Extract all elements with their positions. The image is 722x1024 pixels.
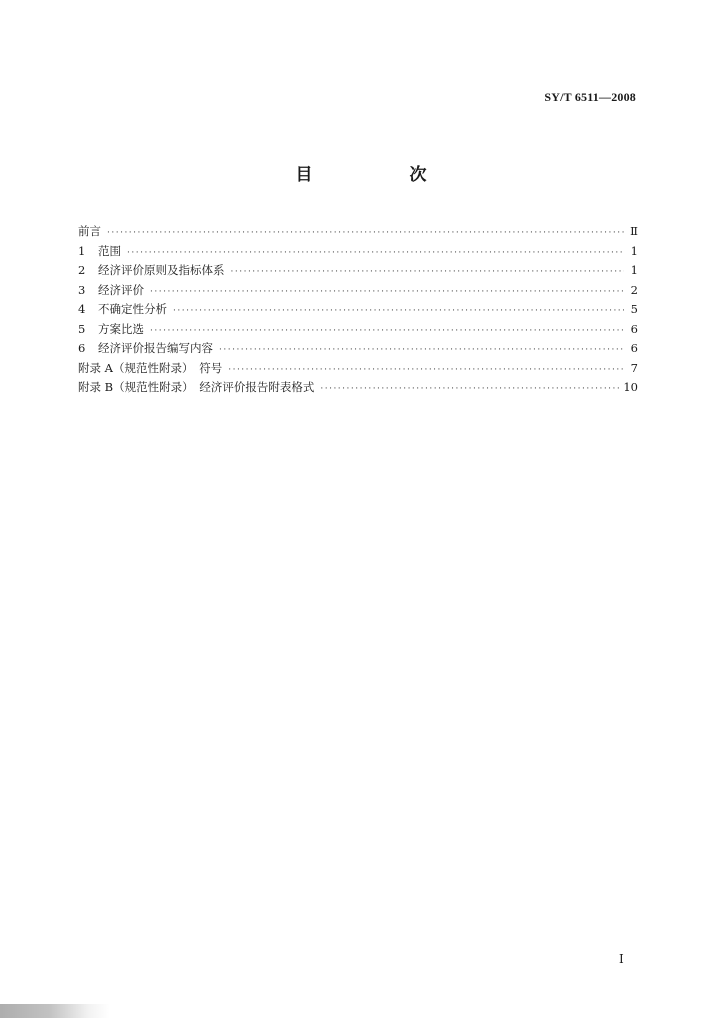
- toc-entry-page: 6: [630, 321, 638, 336]
- standard-code: SY/T 6511—2008: [544, 90, 636, 104]
- page-number: Ⅰ: [619, 952, 624, 966]
- toc-entry-number: 6: [78, 341, 86, 355]
- toc-entry-page: 1: [630, 243, 638, 258]
- toc-entry-preface[interactable]: [78, 222, 638, 242]
- toc-leader-dots: [150, 283, 624, 303]
- toc-entry-label: 经济评价: [98, 282, 144, 297]
- toc-entry-number: 4: [78, 302, 86, 316]
- toc-entry-3[interactable]: [78, 281, 638, 301]
- toc-entry-appendix-a[interactable]: [78, 359, 638, 379]
- toc-entry-label: 经济评价报告编写内容: [98, 341, 213, 355]
- toc-entry-page: 10: [623, 380, 638, 394]
- toc-entry-label: 方案比选: [98, 321, 144, 336]
- toc-entry-label: 前言: [78, 224, 101, 238]
- toc-entry-label: 范围: [98, 243, 121, 258]
- toc-leader-dots: [231, 263, 625, 283]
- toc-entry-number: 1: [78, 243, 86, 258]
- toc-entry-label: 附录 B（规范性附录） 经济评价报告附表格式: [78, 380, 315, 394]
- toc-entry-5[interactable]: [78, 320, 638, 340]
- toc-entry-label: 经济评价原则及指标体系: [98, 263, 225, 277]
- toc-entry-number: 5: [78, 321, 86, 336]
- toc-leader-dots: [150, 322, 624, 342]
- toc-entry-page: 5: [630, 302, 638, 316]
- toc-leader-dots: [320, 380, 619, 400]
- toc-entry-number: 2: [78, 263, 86, 277]
- toc-entry-4[interactable]: [78, 300, 638, 320]
- toc-entry-number: 3: [78, 282, 86, 297]
- toc-leader-dots: [107, 224, 624, 244]
- toc-entry-page: 6: [630, 341, 638, 355]
- toc-entry-appendix-b[interactable]: [78, 378, 638, 398]
- toc-leader-dots: [219, 341, 624, 361]
- toc-leader-dots: [173, 302, 624, 322]
- toc-entry-6[interactable]: [78, 339, 638, 359]
- toc-entry-page: 1: [630, 263, 638, 277]
- toc-title: 目 次: [295, 165, 467, 185]
- scan-artifact: [0, 1004, 110, 1018]
- toc-entry-page: 2: [630, 282, 638, 297]
- toc-entry-2[interactable]: [78, 261, 638, 281]
- toc-entry-page: Ⅱ: [630, 224, 638, 238]
- toc-entry-label: 不确定性分析: [98, 302, 167, 316]
- toc-entry-page: 7: [630, 360, 638, 375]
- toc-entry-1[interactable]: [78, 242, 638, 262]
- toc-entry-label: 附录 A（规范性附录） 符号: [78, 360, 223, 375]
- toc-list: [78, 222, 638, 398]
